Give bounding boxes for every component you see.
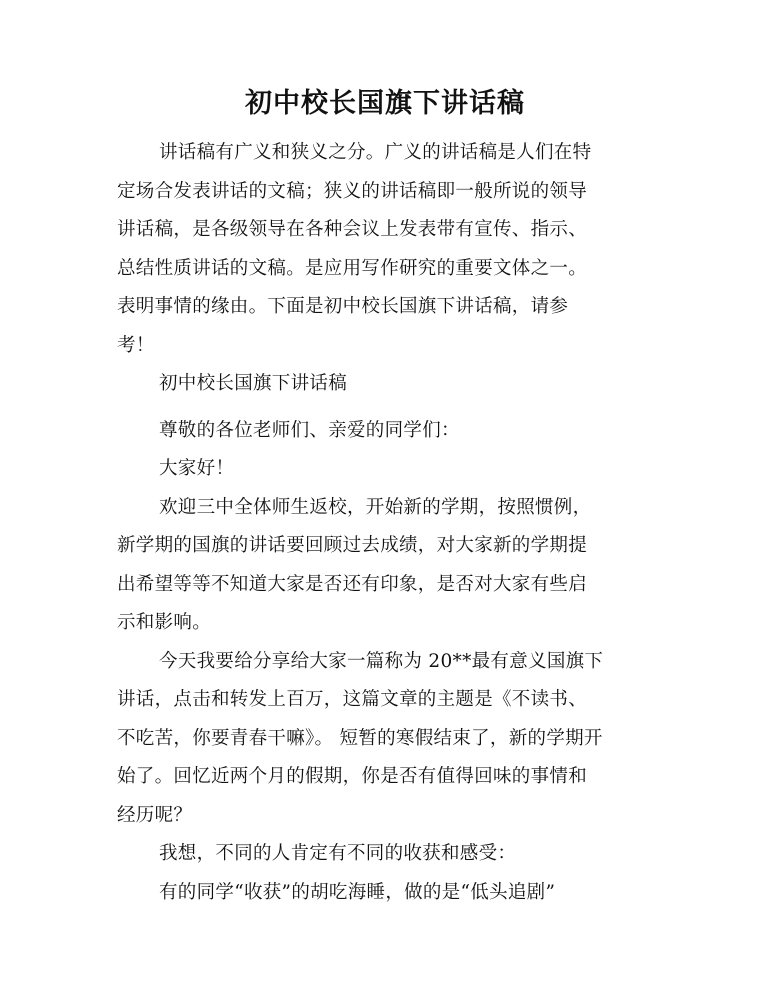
document-title: 初中校长国旗下讲话稿 [245,88,525,119]
intro-line-5: 表明事情的缘由。下面是初中校长国旗下讲话稿，请参 [117,296,569,317]
paragraph-share-line-5: 经历呢？ [117,804,193,826]
paragraph-welcome-line-4: 示和影响。 [117,612,212,633]
intro-line-2: 定场合发表讲话的文稿；狭义的讲话稿即一般所说的领导 [117,180,588,202]
paragraph-feelings: 我想，不同的人肯定有不同的收获和感受： [159,843,517,864]
speech-subtitle: 初中校长国旗下讲话稿 [159,373,348,394]
paragraph-harvest-line-1: 有的同学“收获”的胡吃海睡，做的是“低头追剧” [159,881,556,903]
intro-line-6: 考！ [117,334,155,356]
paragraph-share-line-2: 讲话，点击和转发上百万，这篇文章的主题是《不读书、 [117,689,588,710]
intro-line-1: 讲话稿有广义和狭义之分。广义的讲话稿是人们在特 [159,142,592,163]
greeting: 大家好！ [159,458,235,479]
paragraph-share-line-4: 始了。回忆近两个月的假期，你是否有值得回味的事情和 [117,766,588,787]
paragraph-share-line-3: 不吃苦，你要青春干嘛》。 短暂的寒假结束了，新的学期开 [117,727,603,749]
paragraph-welcome-line-1: 欢迎三中全体师生返校，开始新的学期，按照惯例， [159,496,592,518]
intro-line-4: 总结性质讲话的文稿。是应用写作研究的重要文体之一。 [117,257,588,279]
document-body [117,134,652,912]
paragraph-welcome-line-2: 新学期的国旗的讲话要回顾过去成绩，对大家新的学期提 [117,535,588,556]
intro-line-3: 讲话稿，是各级领导在各种会议上发表带有宣传、指示、 [117,219,588,240]
salutation: 尊敬的各位老师们、亲爱的同学们： [159,419,460,441]
paragraph-gap [117,404,652,412]
paragraph-share-line-1: 今天我要给分享给大家一篇称为 20**最有意义国旗下 [159,650,604,672]
paragraph-welcome-line-3: 出希望等等不知道大家是否还有印象，是否对大家有些启 [117,573,588,595]
